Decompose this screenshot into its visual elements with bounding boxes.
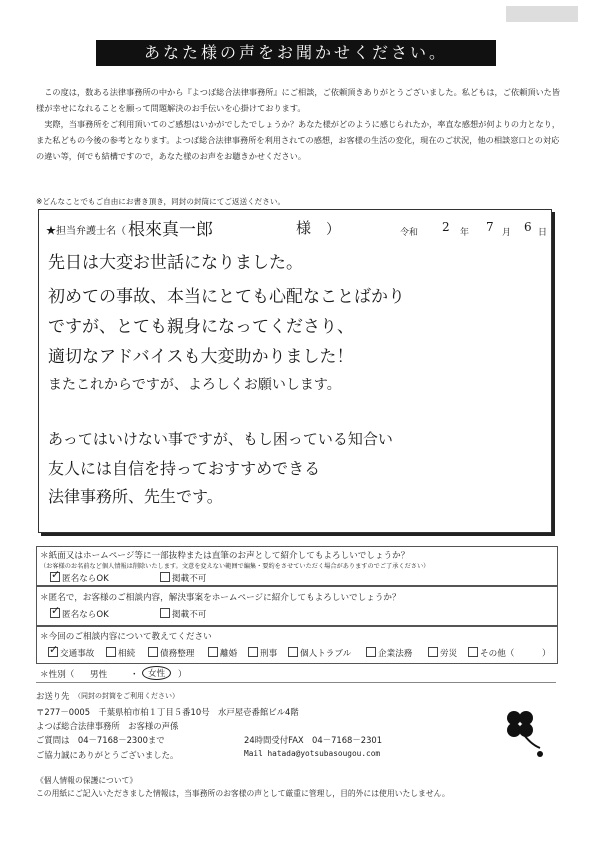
question-category-title: ＊今回のご相談内容について教えてください bbox=[40, 632, 212, 642]
checkbox-icon[interactable] bbox=[208, 647, 218, 657]
date-year-label: 年 bbox=[460, 228, 470, 238]
clover-icon bbox=[496, 704, 548, 764]
option-other-close: ） bbox=[542, 649, 551, 659]
gender-male[interactable]: 男性 bbox=[90, 670, 108, 680]
option-debt[interactable] bbox=[148, 647, 194, 659]
office-name: よつば総合法律事務所 お客様の声係 bbox=[36, 721, 179, 731]
lawyer-name: 根來真一郎 bbox=[128, 220, 213, 240]
intro-text bbox=[36, 84, 564, 164]
address: 〒277－0005 千葉県柏市柏１丁目５番10号 水戸屋壱番館ビル4階 bbox=[36, 707, 299, 717]
option-label: 匿名ならOK bbox=[62, 610, 109, 620]
option-label: 刑事 bbox=[260, 649, 278, 659]
option-criminal[interactable] bbox=[248, 647, 277, 659]
checkbox-icon[interactable] bbox=[366, 647, 376, 657]
lawyer-label: ★担当弁護士名（ bbox=[46, 226, 126, 237]
checkbox-icon[interactable] bbox=[468, 647, 478, 657]
option-label: 債務整理 bbox=[160, 649, 195, 659]
option-label: 労災 bbox=[440, 649, 458, 659]
option-label: その他（ bbox=[480, 649, 515, 659]
gender-female-selected[interactable]: 女性 bbox=[142, 666, 171, 680]
instruction-note: ※どんなことでもご自由にお書き頂き，同封の封筒にてご返送ください。 bbox=[36, 197, 286, 206]
comment-line: 先日は大変お世話になりました。 bbox=[48, 253, 303, 273]
checkbox-icon[interactable] bbox=[148, 647, 158, 657]
comment-line: 初めての事故、本当にとても心配なことばかり bbox=[48, 287, 405, 307]
option-anonymous-ok[interactable] bbox=[50, 572, 109, 584]
checkbox-checked-icon[interactable] bbox=[50, 572, 60, 582]
question-case-title: ＊匿名で，お客様のご相談内容，解決事案をホームページに紹介してもよろしいでしょうか？ bbox=[40, 593, 401, 603]
option-label: 掲載不可 bbox=[172, 610, 207, 620]
comment-line: 適切なアドバイスも大変助かりました！ bbox=[48, 347, 354, 367]
privacy-body: この用紙にご記入いただきました情報は，当事務所のお客様の声として厳重に管理し，目的外には使用いたしません。 bbox=[36, 789, 450, 798]
phone-inquiry: ご質問は 04－7168－2300まで bbox=[36, 735, 165, 745]
option-label: 離婚 bbox=[220, 649, 238, 659]
checkbox-icon[interactable] bbox=[248, 647, 258, 657]
option-anonymous-ok[interactable] bbox=[50, 608, 109, 620]
checkbox-checked-icon[interactable] bbox=[50, 608, 60, 618]
checkbox-icon[interactable] bbox=[160, 572, 170, 582]
option-label: 交通事故 bbox=[60, 649, 95, 659]
comment-line: 法律事務所、先生です。 bbox=[48, 487, 223, 506]
date-month: 7 bbox=[486, 220, 494, 234]
checkbox-icon[interactable] bbox=[106, 647, 116, 657]
footer-divider bbox=[36, 682, 556, 683]
option-label: 相続 bbox=[118, 649, 136, 659]
date-day-label: 日 bbox=[538, 228, 548, 238]
option-label: 個人トラブル bbox=[300, 649, 352, 659]
option-no-publish[interactable] bbox=[160, 572, 206, 584]
option-traffic-accident[interactable] bbox=[48, 647, 94, 659]
option-labor-accident[interactable] bbox=[428, 647, 457, 659]
checkbox-icon[interactable] bbox=[288, 647, 298, 657]
page-title: あなた様の声をお聞かせください。 bbox=[96, 40, 496, 66]
lawyer-suffix: 様 bbox=[296, 219, 312, 237]
comment-line: またこれからですが、よろしくお願いします。 bbox=[48, 377, 341, 393]
option-label: 匿名ならOK bbox=[62, 574, 109, 584]
checkbox-icon[interactable] bbox=[160, 608, 170, 618]
comment-line: あってはいけない事ですが、もし困っている知合い bbox=[48, 430, 393, 448]
checkbox-icon[interactable] bbox=[428, 647, 438, 657]
option-personal-trouble[interactable] bbox=[288, 647, 351, 659]
date-month-label: 月 bbox=[502, 228, 512, 238]
lawyer-close-paren: ） bbox=[326, 222, 340, 238]
question-publish-title: ＊紙面又はホームページ等に一部抜粋または直筆のお声として紹介してもよろしいでしょうか？ bbox=[40, 551, 410, 561]
gender-close: ） bbox=[178, 670, 187, 680]
comment-line: ですが、とても親身になってくださり、 bbox=[48, 317, 354, 337]
option-divorce[interactable] bbox=[208, 647, 237, 659]
gender-label: ＊性別（ bbox=[40, 670, 75, 680]
comment-line: 友人には自信を持っておすすめできる bbox=[48, 459, 321, 478]
option-corporate[interactable] bbox=[366, 647, 412, 659]
option-label: 掲載不可 bbox=[172, 574, 207, 584]
privacy-title: 《個人情報の保護について》 bbox=[36, 776, 138, 785]
question-publish-note: （お客様のお名前など個人情報は削除いたします。文意を変えない範囲で編集・要約をさせていただく場合がありますのでご了承ください） bbox=[40, 563, 430, 570]
fax-number: 24時間受付FAX 04－7168－2301 bbox=[244, 735, 383, 745]
destination-note: （同封の封筒をご利用ください） bbox=[74, 692, 179, 700]
intro-paragraph-1: この度は，数ある法律事務所の中から『よつば総合法律事務所』にご相談，ご依頼頂きありがとうございました。私どもは，ご依頼頂いた皆様が幸せになれることを願って問題解決のお手伝いを心掛けております。 bbox=[36, 87, 561, 113]
redaction-mark bbox=[506, 6, 578, 22]
date-year: 2 bbox=[442, 220, 450, 234]
option-no-publish[interactable] bbox=[160, 608, 206, 620]
destination-label: お送り先 bbox=[36, 691, 70, 701]
thanks-text: ご協力誠にありがとうございました。 bbox=[36, 750, 179, 760]
email-address[interactable]: Mail hatada@yotsubasougou.com bbox=[244, 749, 381, 758]
option-label: 企業法務 bbox=[378, 649, 413, 659]
date-era: 令和 bbox=[400, 228, 419, 238]
date-day: 6 bbox=[524, 220, 532, 234]
option-other[interactable] bbox=[468, 647, 514, 659]
gender-separator: ・ bbox=[130, 670, 139, 680]
checkbox-checked-icon[interactable] bbox=[48, 647, 58, 657]
option-inheritance[interactable] bbox=[106, 647, 135, 659]
intro-paragraph-2: 実際，当事務所をご利用頂いてのご感想はいかがでしたでしょうか？あなた様がどのように感じられたか，率直な感想が何よりの力となり，また私どもの今後の参考となります。よつば総合法律事務所を利用されての感想，お客様の生活の変化，現在のご状況，他の相談窓口との対応の違い等，何でも結構ですので，あなた様のお声をお聴きかせください。 bbox=[36, 119, 561, 161]
